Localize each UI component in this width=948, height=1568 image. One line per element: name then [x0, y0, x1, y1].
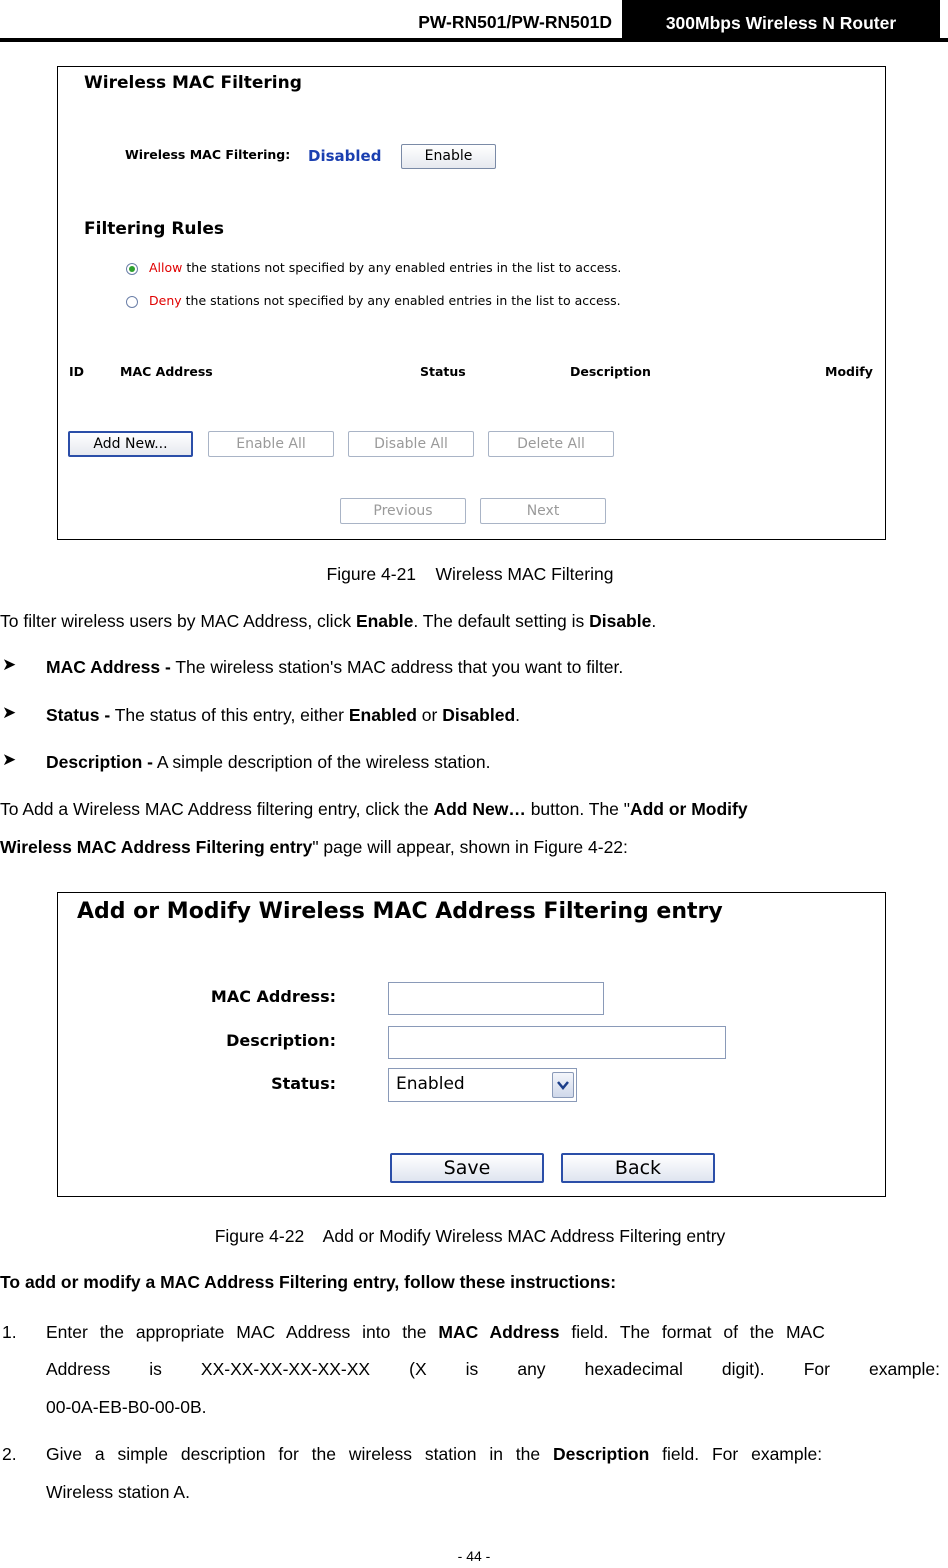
step2-line2: Wireless station A.	[46, 1482, 190, 1502]
para2-text-a: To Add a Wireless MAC Address filtering entry, click the	[0, 799, 434, 819]
description-label: Description:	[226, 1031, 336, 1050]
paragraph-enable	[0, 609, 656, 633]
para2-text-f: " page will appear, shown in Figure 4-22:	[312, 837, 628, 857]
save-button[interactable]: Save	[390, 1153, 544, 1183]
bullet1-term: MAC Address -	[46, 657, 171, 677]
col-modify: Modify	[825, 364, 873, 379]
para2-add-new: Add New…	[433, 799, 526, 819]
bullet2-enabled: Enabled	[348, 705, 417, 725]
header-product: 300Mbps Wireless N Router	[622, 0, 940, 38]
allow-text: the stations not specified by any enabled entries in the list to access.	[186, 260, 622, 275]
bullet2-disabled: Disabled	[442, 705, 516, 725]
rules-title: Filtering Rules	[84, 219, 224, 239]
delete-all-button[interactable]: Delete All	[488, 431, 614, 457]
next-button[interactable]: Next	[480, 498, 606, 524]
para2-text-c: button. The "	[525, 799, 630, 819]
add-new-button[interactable]: Add New...	[68, 431, 193, 457]
bullet2-text: The status of this entry, either	[110, 705, 349, 725]
status-select[interactable]	[388, 1068, 577, 1102]
bullet-arrow-2: ➤	[2, 703, 17, 722]
para1-text-a: To filter wireless users by MAC Address, click	[0, 611, 356, 631]
allow-rule	[149, 260, 621, 275]
allow-radio[interactable]	[126, 263, 138, 275]
previous-button[interactable]: Previous	[340, 498, 466, 524]
step1-text-a: Enter the appropriate MAC Address into the	[46, 1322, 439, 1342]
step2-description: Description	[553, 1444, 650, 1464]
bullet2-term: Status -	[46, 705, 111, 725]
deny-radio[interactable]	[126, 296, 138, 308]
paragraph-add-new-line1	[0, 797, 748, 821]
para1-text-e: .	[651, 611, 657, 631]
mac-address-label: MAC Address:	[210, 987, 336, 1006]
bullet3-term: Description -	[46, 752, 153, 772]
step2-number: 2.	[2, 1444, 17, 1464]
para2-add-or-modify: Add or Modify	[629, 799, 748, 819]
deny-word: Deny	[149, 293, 182, 308]
step1-line1	[46, 1320, 940, 1344]
figure-4-22-caption: Figure 4-22 Add or Modify Wireless MAC Address Filtering entry	[214, 1226, 726, 1246]
deny-rule	[149, 293, 621, 308]
description-input[interactable]	[388, 1026, 726, 1059]
back-button[interactable]: Back	[561, 1153, 715, 1183]
allow-word: Allow	[149, 260, 183, 275]
col-mac-address: MAC Address	[120, 364, 213, 379]
step2-text-a: Give a simple description for the wireless station in the	[46, 1444, 553, 1464]
figure-4-21-caption: Figure 4-21 Wireless MAC Filtering	[326, 564, 614, 584]
disable-all-button[interactable]: Disable All	[348, 431, 474, 457]
para1-text-c: . The default setting is	[413, 611, 590, 631]
bullet2-end: .	[515, 705, 521, 725]
enable-button[interactable]: Enable	[401, 144, 496, 169]
step2-text-c: field. For example:	[649, 1444, 823, 1464]
enable-all-button[interactable]: Enable All	[208, 431, 334, 457]
para2-entry-name: Wireless MAC Address Filtering entry	[0, 837, 313, 857]
figure-4-22-screenshot	[57, 892, 886, 1197]
page-number: - 44 -	[457, 1548, 491, 1564]
bullet1-text: The wireless station's MAC address that you want to filter.	[170, 657, 624, 677]
chevron-down-icon[interactable]	[552, 1072, 574, 1098]
instructions-heading: To add or modify a MAC Address Filtering entry, follow these instructions:	[0, 1272, 617, 1292]
status-label: Status:	[271, 1074, 336, 1093]
fig22-title: Add or Modify Wireless MAC Address Filtering entry	[77, 899, 723, 924]
bullet2-or: or	[416, 705, 443, 725]
col-description: Description	[570, 364, 651, 379]
bullet-arrow-3: ➤	[2, 750, 17, 769]
bullet-description	[46, 750, 491, 774]
filter-status: Disabled	[308, 147, 382, 165]
header-model: PW-RN501/PW-RN501D	[418, 12, 612, 32]
step1-number: 1.	[2, 1322, 17, 1342]
step1-mac-address: MAC Address	[438, 1322, 560, 1342]
bullet-status	[46, 703, 520, 727]
deny-text: the stations not specified by any enabled entries in the list to access.	[185, 293, 621, 308]
header-rule	[0, 38, 948, 42]
col-status: Status	[420, 364, 466, 379]
para1-disable: Disable	[589, 611, 652, 631]
fig21-title: Wireless MAC Filtering	[84, 73, 302, 93]
bullet-mac-address	[46, 655, 623, 679]
figure-4-21-screenshot	[57, 66, 886, 540]
paragraph-add-new-line2	[0, 835, 628, 859]
filter-label: Wireless MAC Filtering:	[125, 147, 291, 162]
step1-line2: Address is XX-XX-XX-XX-XX-XX (X is any hexadecimal digit). For example:	[46, 1359, 940, 1379]
bullet3-text: A simple description of the wireless station.	[152, 752, 491, 772]
mac-address-input[interactable]	[388, 982, 604, 1015]
step1-line3: 00-0A-EB-B0-00-0B.	[46, 1397, 207, 1417]
step2-line1	[46, 1442, 822, 1466]
para1-enable: Enable	[355, 611, 414, 631]
step1-text-c: field. The format of the MAC	[559, 1322, 825, 1342]
bullet-arrow-1: ➤	[2, 655, 17, 674]
status-select-value: Enabled	[396, 1074, 465, 1094]
col-id: ID	[69, 364, 85, 379]
